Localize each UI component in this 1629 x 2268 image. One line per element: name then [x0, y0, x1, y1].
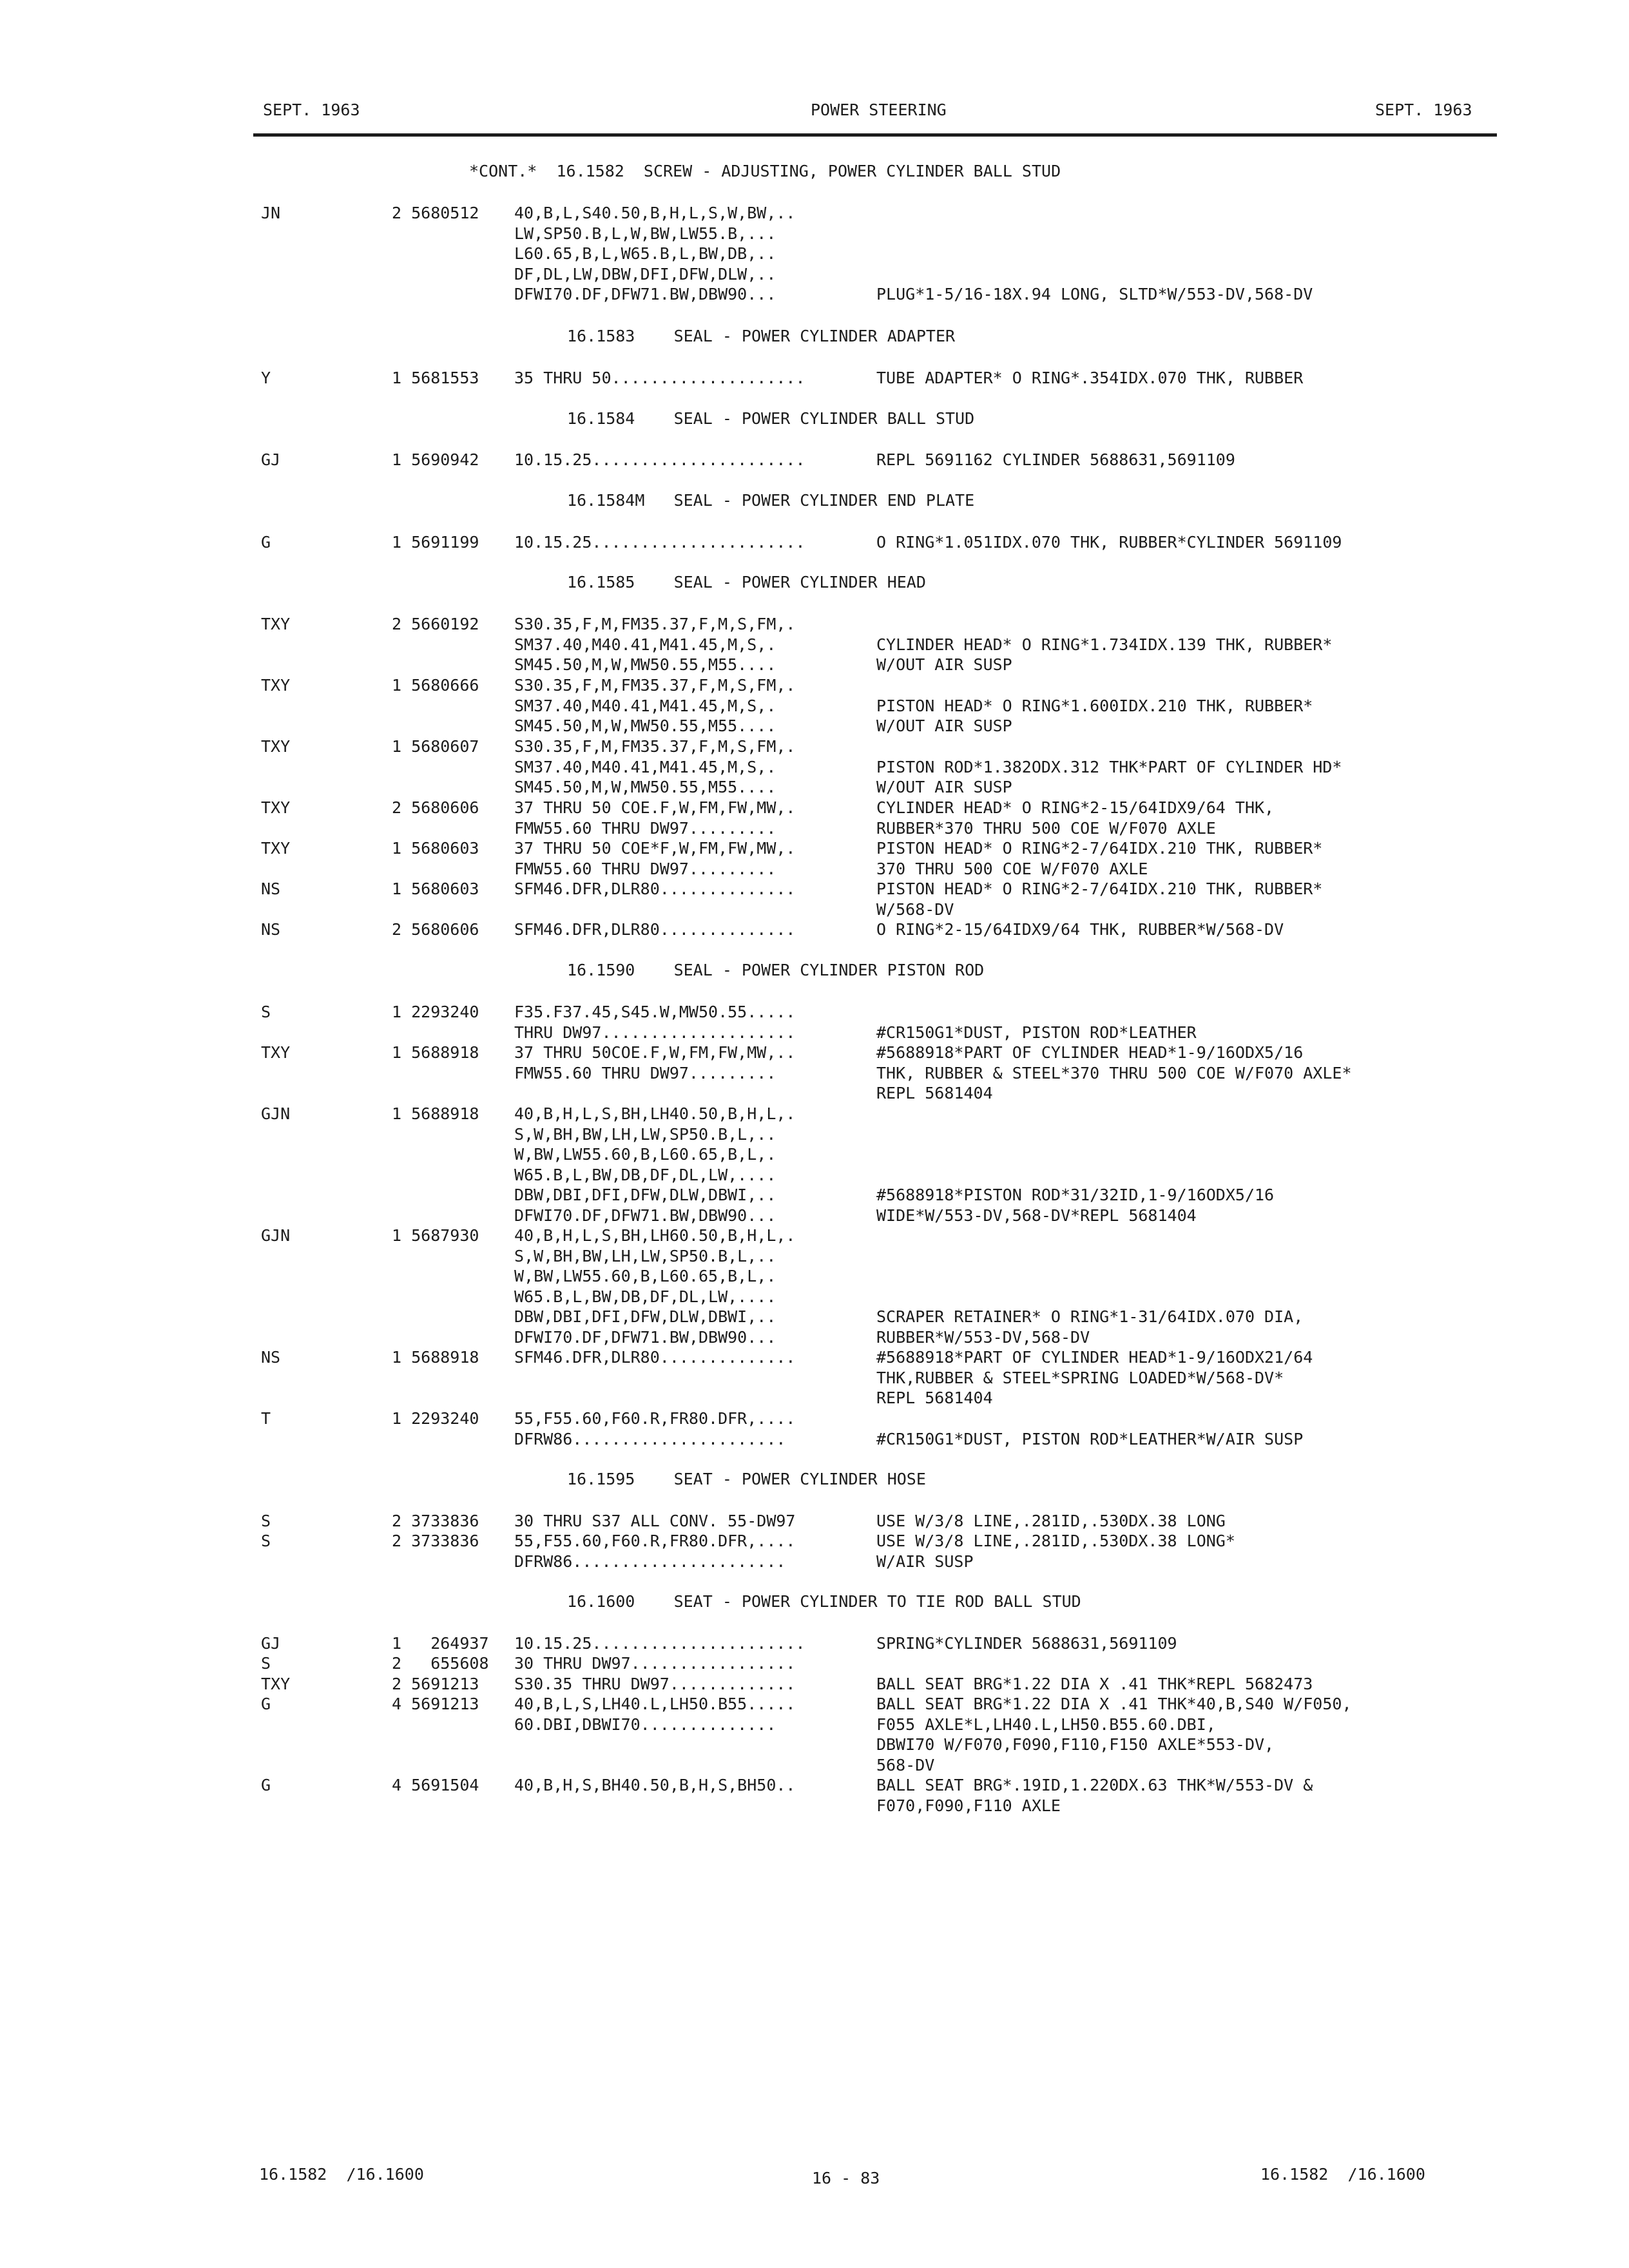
car-code: G	[261, 1695, 271, 1713]
section-title: 16.1583 SEAL - POWER CYLINDER ADAPTER	[567, 327, 956, 345]
car-code: G	[261, 1776, 271, 1794]
section-title: 16.1585 SEAL - POWER CYLINDER HEAD	[567, 573, 926, 591]
car-code: S	[261, 1654, 271, 1673]
section-title: 16.1584 SEAL - POWER CYLINDER BALL STUD	[567, 409, 975, 428]
section-title: 16.1600 SEAT - POWER CYLINDER TO TIE ROD BALL STUD	[567, 1592, 1081, 1611]
car-code: GJ	[261, 450, 281, 469]
page-number: 16 - 83	[812, 2169, 880, 2187]
description-text: PLUG*1-5/16-18X.94 LONG, SLTD*W/553-DV,568-DV	[876, 285, 1313, 303]
car-code: GJ	[261, 1634, 281, 1653]
application-text: 30 THRU DW97.................	[514, 1654, 796, 1673]
car-code: TXY	[261, 1043, 291, 1062]
application-text: SFM46.DFR,DLR80..............	[514, 879, 796, 898]
car-code: TXY	[261, 798, 291, 817]
description-text: BALL SEAT BRG*.19ID,1.220DX.63 THK*W/553-DV & F070,F090,F110 AXLE	[876, 1776, 1313, 1815]
application-text: S30.35 THRU DW97.............	[514, 1675, 796, 1693]
application-text: 10.15.25......................	[514, 533, 805, 552]
section-title: 16.1590 SEAL - POWER CYLINDER PISTON ROD	[567, 961, 985, 979]
description-text: PISTON HEAD* O RING*1.600IDX.210 THK, RUBBER* W/OUT AIR SUSP	[876, 696, 1313, 735]
section-title: *CONT.* 16.1582 SCREW - ADJUSTING, POWER CYLINDER BALL STUD	[469, 162, 1061, 180]
application-text: SFM46.DFR,DLR80..............	[514, 920, 796, 939]
qty-part-number: 1 5681553	[392, 369, 479, 387]
qty-part-number: 4 5691213	[392, 1695, 479, 1713]
car-code: NS	[261, 920, 281, 939]
car-code: T	[261, 1409, 271, 1428]
description-text: CYLINDER HEAD* O RING*2-15/64IDX9/64 THK, RUBBER*370 THRU 500 COE W/F070 AXLE	[876, 798, 1275, 838]
description-text: BALL SEAT BRG*1.22 DIA X .41 THK*REPL 5682473	[876, 1675, 1313, 1693]
qty-part-number: 2 3733836	[392, 1512, 479, 1530]
description-text: #5688918*PART OF CYLINDER HEAD*1-9/16ODX5/16 THK, RUBBER & STEEL*370 THRU 500 COE W/F070 AXLE* REPL 5681404	[876, 1043, 1352, 1102]
qty-part-number: 2 5691213	[392, 1675, 479, 1693]
section-title: 16.1595 SEAT - POWER CYLINDER HOSE	[567, 1470, 926, 1488]
footer-left: 16.1582 /16.1600	[259, 2165, 424, 2184]
qty-part-number: 1 2293240	[392, 1003, 479, 1021]
application-text: 40,B,H,L,S,BH,LH40.50,B,H,L,. S,W,BH,BW,LH,LW,SP50.B,L,.. W,BW,LW55.60,B,L60.65,B,L,. W65.B,L,BW,DB,DF,DL,LW,.... DBW,DBI,DFI,DFW,DLW,DBWI,.. DFWI70.DF,DFW71.BW,DBW90...	[514, 1104, 796, 1225]
car-code: S	[261, 1003, 271, 1021]
car-code: TXY	[261, 1675, 291, 1693]
application-text: 55,F55.60,F60.R,FR80.DFR,.... DFRW86......................	[514, 1532, 796, 1571]
footer-right: 16.1582 /16.1600	[1260, 2165, 1425, 2184]
application-text: 40,B,H,S,BH40.50,B,H,S,BH50..	[514, 1776, 796, 1794]
description-text: PISTON HEAD* O RING*2-7/64IDX.210 THK, RUBBER* W/568-DV	[876, 879, 1323, 919]
header-left: SEPT. 1963	[263, 101, 360, 119]
description-text: REPL 5691162 CYLINDER 5688631,5691109	[876, 450, 1235, 469]
application-text: S30.35,F,M,FM35.37,F,M,S,FM,. SM37.40,M40.41,M41.45,M,S,. SM45.50,M,W,MW50.55,M55....	[514, 615, 796, 674]
qty-part-number: 2 3733836	[392, 1532, 479, 1550]
qty-part-number: 1 5680666	[392, 676, 479, 695]
qty-part-number: 2 5680606	[392, 798, 479, 817]
car-code: Y	[261, 369, 271, 387]
car-code: G	[261, 533, 271, 552]
qty-part-number: 2 655608	[392, 1654, 489, 1673]
application-text: 10.15.25......................	[514, 450, 805, 469]
header-right: SEPT. 1963	[1375, 101, 1472, 119]
application-text: 35 THRU 50....................	[514, 369, 805, 387]
application-text: SFM46.DFR,DLR80..............	[514, 1348, 796, 1367]
section-title: 16.1584M SEAL - POWER CYLINDER END PLATE	[567, 491, 975, 510]
qty-part-number: 1 5691199	[392, 533, 479, 552]
application-text: 40,B,H,L,S,BH,LH60.50,B,H,L,. S,W,BH,BW,LH,LW,SP50.B,L,.. W,BW,LW55.60,B,L60.65,B,L,. W65.B,L,BW,DB,DF,DL,LW,.... DBW,DBI,DFI,DFW,DLW,DBWI,.. DFWI70.DF,DFW71.BW,DBW90...	[514, 1226, 796, 1347]
qty-part-number: 1 5680603	[392, 879, 479, 898]
car-code: NS	[261, 1348, 281, 1367]
qty-part-number: 4 5691504	[392, 1776, 479, 1794]
car-code: TXY	[261, 839, 291, 858]
description-text: BALL SEAT BRG*1.22 DIA X .41 THK*40,B,S40 W/F050, F055 AXLE*L,LH40.L,LH50.B55.60.DBI, DBWI70 W/F070,F090,F110,F150 AXLE*553-DV, 568-DV	[876, 1695, 1352, 1774]
description-text: PISTON HEAD* O RING*2-7/64IDX.210 THK, RUBBER* 370 THRU 500 COE W/F070 AXLE	[876, 839, 1323, 878]
application-text: F35.F37.45,S45.W,MW50.55..... THRU DW97....................	[514, 1003, 796, 1042]
description-text: CYLINDER HEAD* O RING*1.734IDX.139 THK, RUBBER* W/OUT AIR SUSP	[876, 635, 1333, 674]
qty-part-number: 1 5680607	[392, 737, 479, 756]
description-text: #5688918*PART OF CYLINDER HEAD*1-9/16ODX21/64 THK,RUBBER & STEEL*SPRING LOADED*W/568-DV* REPL 5681404	[876, 1348, 1313, 1407]
car-code: GJN	[261, 1104, 291, 1123]
description-text: USE W/3/8 LINE,.281ID,.530DX.38 LONG* W/AIR SUSP	[876, 1532, 1235, 1571]
qty-part-number: 2 5660192	[392, 615, 479, 633]
qty-part-number: 1 5688918	[392, 1348, 479, 1367]
car-code: JN	[261, 204, 281, 222]
description-text: SCRAPER RETAINER* O RING*1-31/64IDX.070 DIA, RUBBER*W/553-DV,568-DV	[876, 1307, 1304, 1347]
application-text: 55,F55.60,F60.R,FR80.DFR,.... DFRW86......................	[514, 1409, 796, 1448]
car-code: NS	[261, 879, 281, 898]
car-code: TXY	[261, 676, 291, 695]
header-center: POWER STEERING	[811, 101, 947, 119]
qty-part-number: 1 5690942	[392, 450, 479, 469]
description-text: O RING*1.051IDX.070 THK, RUBBER*CYLINDER 5691109	[876, 533, 1342, 552]
qty-part-number: 1 5688918	[392, 1104, 479, 1123]
application-text: S30.35,F,M,FM35.37,F,M,S,FM,. SM37.40,M40.41,M41.45,M,S,. SM45.50,M,W,MW50.55,M55....	[514, 676, 796, 735]
application-text: 37 THRU 50COE.F,W,FM,FW,MW,.. FMW55.60 THRU DW97.........	[514, 1043, 796, 1082]
car-code: TXY	[261, 737, 291, 756]
application-text: 40,B,L,S,LH40.L,LH50.B55..... 60.DBI,DBWI70..............	[514, 1695, 796, 1734]
application-text: 30 THRU S37 ALL CONV. 55-DW97	[514, 1512, 796, 1530]
qty-part-number: 2 5680512	[392, 204, 479, 222]
car-code: GJN	[261, 1226, 291, 1245]
description-text: SPRING*CYLINDER 5688631,5691109	[876, 1634, 1177, 1653]
application-text: 10.15.25......................	[514, 1634, 805, 1653]
description-text: #5688918*PISTON ROD*31/32ID,1-9/16ODX5/16 WIDE*W/553-DV,568-DV*REPL 5681404	[876, 1186, 1275, 1225]
description-text: O RING*2-15/64IDX9/64 THK, RUBBER*W/568-DV	[876, 920, 1284, 939]
car-code: S	[261, 1512, 271, 1530]
car-code: TXY	[261, 615, 291, 633]
qty-part-number: 1 5680603	[392, 839, 479, 858]
application-text: 37 THRU 50 COE.F,W,FM,FW,MW,. FMW55.60 THRU DW97.........	[514, 798, 796, 838]
qty-part-number: 1 2293240	[392, 1409, 479, 1428]
qty-part-number: 1 5688918	[392, 1043, 479, 1062]
application-text: 40,B,L,S40.50,B,H,L,S,W,BW,.. LW,SP50.B,L,W,BW,LW55.B,... L60.65,B,L,W65.B,L,BW,DB,.. DF,DL,LW,DBW,DFI,DFW,DLW,.. DFWI70.DF,DFW71.BW,DBW90...	[514, 204, 796, 303]
description-text: PISTON ROD*1.382ODX.312 THK*PART OF CYLINDER HD* W/OUT AIR SUSP	[876, 757, 1342, 796]
description-text: #CR150G1*DUST, PISTON ROD*LEATHER	[876, 1023, 1197, 1042]
car-code: S	[261, 1532, 271, 1550]
description-text: USE W/3/8 LINE,.281ID,.530DX.38 LONG	[876, 1512, 1226, 1530]
application-text: S30.35,F,M,FM35.37,F,M,S,FM,. SM37.40,M40.41,M41.45,M,S,. SM45.50,M,W,MW50.55,M55....	[514, 737, 796, 796]
description-text: TUBE ADAPTER* O RING*.354IDX.070 THK, RUBBER	[876, 369, 1304, 387]
application-text: 37 THRU 50 COE*F,W,FM,FW,MW,. FMW55.60 THRU DW97.........	[514, 839, 796, 878]
qty-part-number: 1 264937	[392, 1634, 489, 1653]
description-text: #CR150G1*DUST, PISTON ROD*LEATHER*W/AIR SUSP	[876, 1429, 1304, 1448]
qty-part-number: 2 5680606	[392, 920, 479, 939]
header-rule	[253, 133, 1497, 137]
qty-part-number: 1 5687930	[392, 1226, 479, 1245]
